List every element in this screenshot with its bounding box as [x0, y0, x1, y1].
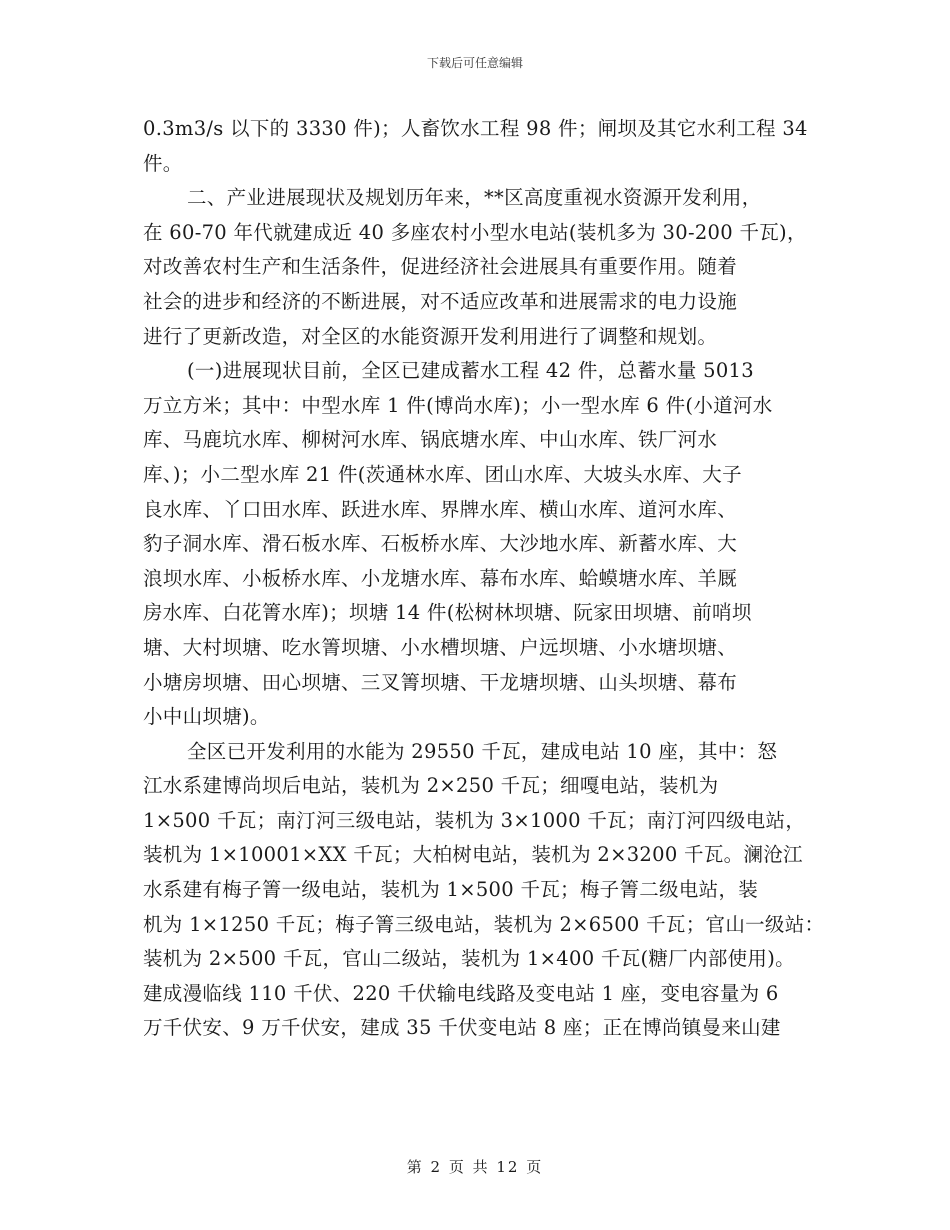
- text-line: 豹子洞水库、滑石板水库、石板桥水库、大沙地水库、新蓄水库、大: [143, 532, 738, 556]
- text-line: 1×500 千瓦；南汀河三级电站，装机为 3×1000 千瓦；南汀河四级电站，: [143, 808, 806, 832]
- document-body: [143, 112, 825, 1046]
- text-line: 良水库、丫口田水库、跃进水库、界牌水库、横山水库、道河水库、: [143, 497, 738, 521]
- text-line: 房水库、白花箐水库)；坝塘 14 件(松树林坝塘、阮家田坝塘、前哨坝: [143, 601, 752, 625]
- text-line: 万千伏安、9 万千伏安，建成 35 千伏变电站 8 座；正在博尚镇曼来山建: [143, 1016, 781, 1040]
- text-line: (一)进展现状目前，全区已建成蓄水工程 42 件，总蓄水量 5013: [187, 359, 754, 383]
- text-line: 江水系建博尚坝后电站，装机为 2×250 千瓦；细嘎电站，装机为: [143, 774, 719, 798]
- text-line: 水系建有梅子箐一级电站，装机为 1×500 千瓦；梅子箐二级电站，装: [143, 878, 759, 902]
- text-line: 社会的进步和经济的不断进展，对不适应改革和进展需求的电力设施: [143, 289, 738, 313]
- text-line: 浪坝水库、小板桥水库、小龙塘水库、幕布水库、蛤蟆塘水库、羊厩: [143, 566, 738, 590]
- text-line: 塘、大村坝塘、吃水箐坝塘、小水槽坝塘、户远坝塘、小水塘坝塘、: [143, 635, 738, 659]
- text-line: 装机为 2×500 千瓦，官山二级站，装机为 1×400 千瓦(糖厂内部使用)。: [143, 947, 795, 971]
- text-line: 全区已开发利用的水能为 29550 千瓦，建成电站 10 座，其中：怒: [187, 739, 778, 763]
- text-line: 建成漫临线 110 千伏、220 千伏输电线路及变电站 1 座，变电容量为 6: [143, 981, 779, 1005]
- text-line: 0.3m3/s 以下的 3330 件)；人畜饮水工程 98 件；闸坝及其它水利工程 34: [143, 117, 808, 140]
- text-line: 进行了更新改造，对全区的水能资源开发利用进行了调整和规划。: [143, 324, 718, 348]
- text-line: 小塘房坝塘、田心坝塘、三叉箐坝塘、干龙塘坝塘、山头坝塘、幕布: [143, 670, 738, 694]
- text-line: 二、产业进展现状及规划历年来，**区高度重视水资源开发利用，: [187, 186, 762, 210]
- text-line: 装机为 1×10001×XX 千瓦；大柏树电站，装机为 2×3200 千瓦。澜沧江: [143, 843, 803, 867]
- page-footer: 第 2 页 共 12 页: [406, 1158, 544, 1176]
- text-line: 库、)；小二型水库 21 件(茨通林水库、团山水库、大坡头水库、大子: [143, 462, 742, 486]
- page-header: 下载后可任意编辑: [426, 56, 523, 70]
- text-line: 对改善农村生产和生活条件，促进经济社会进展具有重要作用。随着: [143, 255, 738, 279]
- text-line: 万立方米；其中：中型水库 1 件(博尚水库)；小一型水库 6 件(小道河水: [143, 393, 773, 417]
- text-line: 在 60-70 年代就建成近 40 多座农村小型水电站(装机多为 30-200 千瓦)，: [143, 220, 807, 244]
- text-line: 机为 1×1250 千瓦；梅子箐三级电站，装机为 2×6500 千瓦；官山一级站：: [143, 912, 825, 936]
- text-line: 小中山坝塘)。: [143, 705, 270, 729]
- text-line: 件。: [143, 151, 183, 175]
- text-line: 库、马鹿坑水库、柳树河水库、锅底塘水库、中山水库、铁厂河水: [143, 428, 718, 452]
